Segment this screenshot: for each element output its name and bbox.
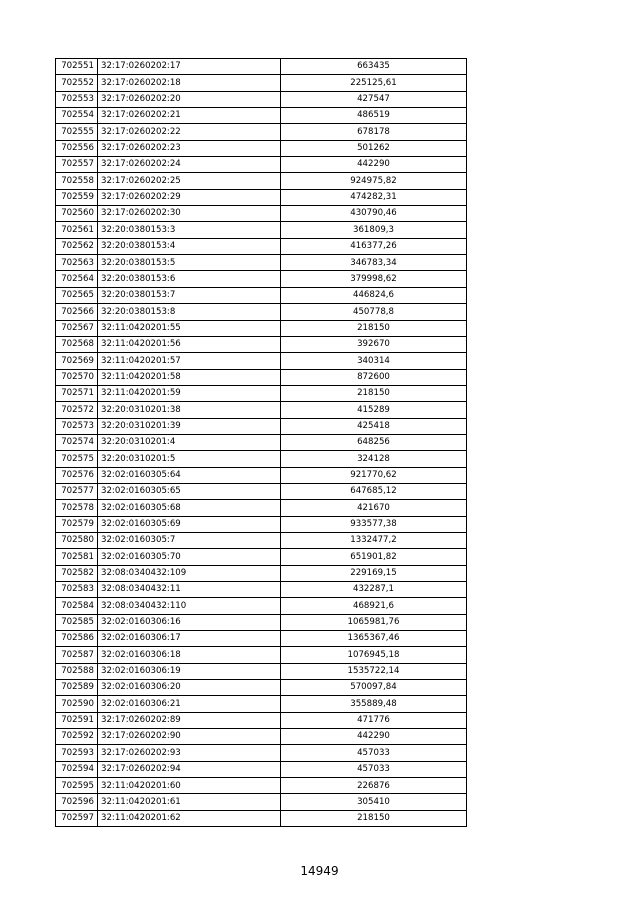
table-row [56,582,467,598]
table-row [56,434,467,450]
table-row [56,255,467,271]
cadastral-value: 651901,82 [281,549,467,565]
table-row [56,157,467,173]
cadastral-number: 32:02:0160306:16 [98,614,281,630]
cadastral-value: 305410 [281,794,467,810]
row-number: 702583 [56,582,98,598]
cadastral-number: 32:02:0160305:68 [98,500,281,516]
cadastral-value: 1076945,18 [281,647,467,663]
cadastral-number: 32:11:0420201:57 [98,353,281,369]
table-row [56,467,467,483]
table-row [56,663,467,679]
cadastral-value: 346783,34 [281,255,467,271]
cadastral-value: 1065981,76 [281,614,467,630]
row-number: 702597 [56,810,98,826]
table-row [56,794,467,810]
table-row [56,745,467,761]
row-number: 702552 [56,75,98,91]
cadastral-value: 1332477,2 [281,532,467,548]
row-number: 702579 [56,516,98,532]
table-row [56,353,467,369]
cadastral-value: 392670 [281,336,467,352]
cadastral-number: 32:17:0260202:93 [98,745,281,761]
table-row [56,532,467,548]
cadastral-value: 218150 [281,385,467,401]
cadastral-number: 32:20:0310201:39 [98,418,281,434]
row-number: 702577 [56,483,98,499]
table-row [56,91,467,107]
cadastral-number: 32:20:0380153:3 [98,222,281,238]
row-number: 702567 [56,320,98,336]
cadastral-value: 663435 [281,59,467,75]
row-number: 702586 [56,631,98,647]
table-row [56,173,467,189]
table-row [56,108,467,124]
cadastral-number: 32:02:0160306:21 [98,696,281,712]
cadastral-number: 32:20:0310201:4 [98,434,281,450]
row-number: 702553 [56,91,98,107]
table-row [56,696,467,712]
cadastral-number: 32:02:0160305:65 [98,483,281,499]
cadastral-value: 442290 [281,157,467,173]
cadastral-number: 32:20:0380153:8 [98,304,281,320]
table-row [56,59,467,75]
row-number: 702574 [56,434,98,450]
cadastral-number: 32:20:0380153:6 [98,271,281,287]
cadastral-value: 218150 [281,320,467,336]
page-number: 14949 [300,864,339,878]
cadastral-number: 32:02:0160305:64 [98,467,281,483]
cadastral-value: 471776 [281,712,467,728]
cadastral-value: 1535722,14 [281,663,467,679]
cadastral-number: 32:17:0260202:90 [98,729,281,745]
row-number: 702591 [56,712,98,728]
cadastral-number: 32:17:0260202:18 [98,75,281,91]
cadastral-number: 32:17:0260202:22 [98,124,281,140]
cadastral-number: 32:08:0340432:110 [98,598,281,614]
table-row [56,385,467,401]
cadastral-number: 32:02:0160306:20 [98,680,281,696]
row-number: 702556 [56,140,98,156]
row-number: 702572 [56,402,98,418]
cadastral-value: 442290 [281,729,467,745]
cadastral-number: 32:17:0260202:94 [98,761,281,777]
cadastral-value: 933577,38 [281,516,467,532]
cadastral-value: 474282,31 [281,189,467,205]
row-number: 702575 [56,451,98,467]
row-number: 702588 [56,663,98,679]
table-row [56,565,467,581]
table-row [56,320,467,336]
cadastral-value: 570097,84 [281,680,467,696]
table-row [56,483,467,499]
row-number: 702565 [56,287,98,303]
table-row [56,189,467,205]
row-number: 702554 [56,108,98,124]
row-number: 702593 [56,745,98,761]
row-number: 702584 [56,598,98,614]
cadastral-number: 32:17:0260202:25 [98,173,281,189]
row-number: 702576 [56,467,98,483]
row-number: 702587 [56,647,98,663]
row-number: 702558 [56,173,98,189]
table-row [56,614,467,630]
cadastral-number: 32:02:0160305:7 [98,532,281,548]
table-row [56,712,467,728]
table-row [56,287,467,303]
table-row [56,402,467,418]
cadastral-number: 32:11:0420201:60 [98,778,281,794]
cadastral-value: 446824,6 [281,287,467,303]
table-row [56,304,467,320]
cadastral-number: 32:11:0420201:62 [98,810,281,826]
table-row [56,451,467,467]
cadastral-value: 361809,3 [281,222,467,238]
cadastral-value: 432287,1 [281,582,467,598]
table-row [56,238,467,254]
cadastral-number: 32:02:0160306:17 [98,631,281,647]
row-number: 702585 [56,614,98,630]
row-number: 702596 [56,794,98,810]
cadastral-number: 32:11:0420201:61 [98,794,281,810]
table-row [56,222,467,238]
cadastral-number: 32:20:0310201:5 [98,451,281,467]
row-number: 702569 [56,353,98,369]
row-number: 702562 [56,238,98,254]
cadastral-value: 427547 [281,91,467,107]
table-row [56,647,467,663]
row-number: 702578 [56,500,98,516]
row-number: 702563 [56,255,98,271]
table-row [56,516,467,532]
cadastral-number: 32:17:0260202:89 [98,712,281,728]
table-row [56,336,467,352]
cadastral-value: 416377,26 [281,238,467,254]
row-number: 702592 [56,729,98,745]
cadastral-number: 32:08:0340432:11 [98,582,281,598]
cadastral-value: 678178 [281,124,467,140]
cadastral-number: 32:11:0420201:55 [98,320,281,336]
row-number: 702560 [56,206,98,222]
row-number: 702570 [56,369,98,385]
cadastral-value-table [55,58,467,827]
table-row [56,271,467,287]
cadastral-value: 924975,82 [281,173,467,189]
table-row [56,140,467,156]
cadastral-number: 32:02:0160306:18 [98,647,281,663]
cadastral-number: 32:17:0260202:24 [98,157,281,173]
cadastral-value: 379998,62 [281,271,467,287]
cadastral-number: 32:11:0420201:59 [98,385,281,401]
row-number: 702590 [56,696,98,712]
table-row [56,418,467,434]
cadastral-number: 32:11:0420201:56 [98,336,281,352]
cadastral-value: 486519 [281,108,467,124]
cadastral-number: 32:20:0380153:5 [98,255,281,271]
row-number: 702581 [56,549,98,565]
cadastral-value: 1365367,46 [281,631,467,647]
table-row [56,369,467,385]
cadastral-value: 421670 [281,500,467,516]
row-number: 702557 [56,157,98,173]
row-number: 702580 [56,532,98,548]
cadastral-number: 32:02:0160306:19 [98,663,281,679]
table-row [56,680,467,696]
cadastral-value: 229169,15 [281,565,467,581]
cadastral-value: 226876 [281,778,467,794]
cadastral-number: 32:17:0260202:21 [98,108,281,124]
table-row [56,778,467,794]
cadastral-number: 32:20:0380153:7 [98,287,281,303]
row-number: 702568 [56,336,98,352]
cadastral-number: 32:17:0260202:23 [98,140,281,156]
cadastral-value: 647685,12 [281,483,467,499]
cadastral-number: 32:17:0260202:17 [98,59,281,75]
table-row [56,631,467,647]
table-row [56,500,467,516]
cadastral-value: 457033 [281,761,467,777]
table-row [56,124,467,140]
cadastral-number: 32:11:0420201:58 [98,369,281,385]
cadastral-value: 450778,8 [281,304,467,320]
row-number: 702555 [56,124,98,140]
cadastral-number: 32:02:0160305:70 [98,549,281,565]
cadastral-value: 225125,61 [281,75,467,91]
cadastral-value: 415289 [281,402,467,418]
table-row [56,206,467,222]
cadastral-value: 501262 [281,140,467,156]
row-number: 702589 [56,680,98,696]
row-number: 702564 [56,271,98,287]
row-number: 702561 [56,222,98,238]
cadastral-value: 648256 [281,434,467,450]
cadastral-value: 921770,62 [281,467,467,483]
row-number: 702566 [56,304,98,320]
row-number: 702571 [56,385,98,401]
cadastral-number: 32:17:0260202:20 [98,91,281,107]
row-number: 702582 [56,565,98,581]
row-number: 702595 [56,778,98,794]
table-row [56,75,467,91]
table-row [56,810,467,826]
cadastral-value: 324128 [281,451,467,467]
table-row [56,549,467,565]
cadastral-value: 457033 [281,745,467,761]
cadastral-value: 425418 [281,418,467,434]
cadastral-number: 32:17:0260202:29 [98,189,281,205]
table-body [56,59,467,827]
cadastral-number: 32:08:0340432:109 [98,565,281,581]
cadastral-value: 430790,46 [281,206,467,222]
cadastral-number: 32:20:0310201:38 [98,402,281,418]
cadastral-value: 218150 [281,810,467,826]
row-number: 702551 [56,59,98,75]
table-row [56,598,467,614]
table-row [56,729,467,745]
cadastral-value: 355889,48 [281,696,467,712]
cadastral-value: 340314 [281,353,467,369]
cadastral-number: 32:17:0260202:30 [98,206,281,222]
cadastral-number: 32:20:0380153:4 [98,238,281,254]
cadastral-number: 32:02:0160305:69 [98,516,281,532]
row-number: 702573 [56,418,98,434]
row-number: 702559 [56,189,98,205]
table-row [56,761,467,777]
row-number: 702594 [56,761,98,777]
cadastral-value: 872600 [281,369,467,385]
cadastral-value: 468921,6 [281,598,467,614]
